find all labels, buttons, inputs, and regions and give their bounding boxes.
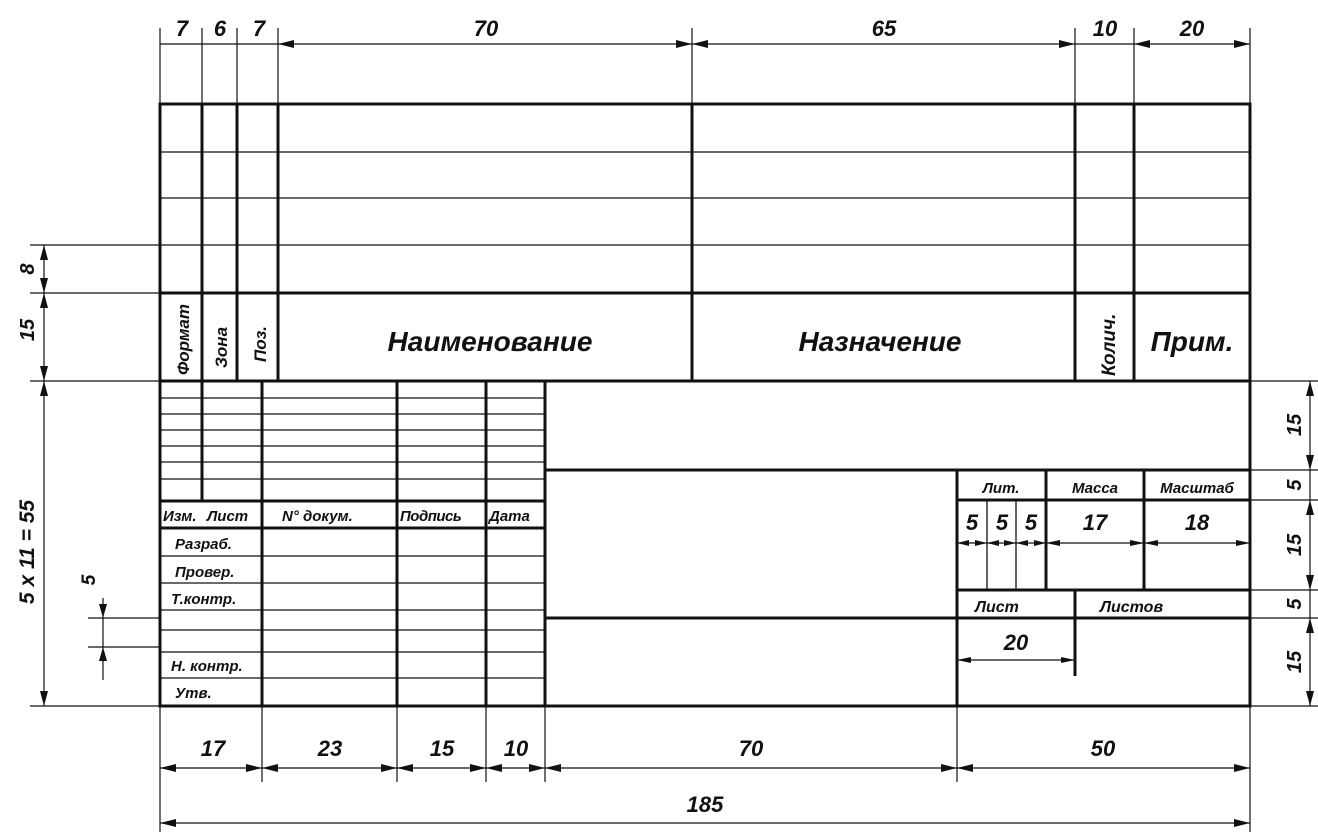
right-dimensions xyxy=(1250,381,1318,706)
specification-table xyxy=(160,104,1250,381)
dim-purpose-width: 65 xyxy=(871,16,897,41)
stamp-sheets: Листов xyxy=(1100,599,1164,616)
stamp-sheet-width: 20 xyxy=(1003,630,1029,655)
header-format: Формат xyxy=(174,304,193,375)
dim-qty-width: 10 xyxy=(1092,16,1118,41)
row-checked: Провер. xyxy=(175,564,235,581)
dim-note-width: 20 xyxy=(1179,16,1205,41)
dim-right-4: 5 xyxy=(1284,598,1306,610)
left-dimensions xyxy=(16,245,160,706)
col-signature: Подпись xyxy=(400,508,462,525)
dim-name-width: 70 xyxy=(473,16,499,41)
stamp-lit: Лит. xyxy=(982,480,1020,497)
stamp-scale-width: 18 xyxy=(1184,510,1210,535)
dim-right-5: 15 xyxy=(1284,650,1306,674)
header-qty: Колич. xyxy=(1099,313,1120,376)
dim-bottom-23: 23 xyxy=(317,736,343,761)
row-tech-control: Т.контр. xyxy=(171,591,237,608)
dim-bottom-15: 15 xyxy=(429,736,455,761)
stamp-lit-width-1: 5 xyxy=(965,510,979,535)
stamp-mass: Масса xyxy=(1071,480,1119,497)
dim-bottom-17: 17 xyxy=(200,736,226,761)
row-developed: Разраб. xyxy=(175,536,232,553)
stamp-sheet: Лист xyxy=(975,599,1019,616)
dim-right-3: 15 xyxy=(1284,533,1306,557)
stamp-lit-width-3: 5 xyxy=(1024,510,1038,535)
row-norm-control: Н. контр. xyxy=(171,658,243,675)
stamp-scale: Масштаб xyxy=(1160,480,1234,497)
dim-bottom-10: 10 xyxy=(503,736,529,761)
dim-total-width: 185 xyxy=(686,792,724,817)
header-pos: Поз. xyxy=(251,325,270,362)
bottom-dimensions xyxy=(160,706,1250,832)
stamp-mass-width: 17 xyxy=(1082,510,1108,535)
header-note: Прим. xyxy=(1150,326,1234,357)
dim-header-height: 15 xyxy=(17,318,39,342)
row-approved: Утв. xyxy=(175,685,212,702)
dim-format-width: 7 xyxy=(175,16,189,41)
dim-line-pitch: 5 xyxy=(79,574,100,586)
header-purpose: Назначение xyxy=(798,326,962,357)
dim-pos-width: 7 xyxy=(252,16,266,41)
dim-block-height: 5 x 11 = 55 xyxy=(16,499,39,605)
header-name: Наименование xyxy=(387,326,593,357)
col-date: Дата xyxy=(489,508,530,525)
col-doc-no: N° докум. xyxy=(282,508,353,525)
stamp-lit-width-2: 5 xyxy=(995,510,1009,535)
header-zone: Зона xyxy=(212,326,231,368)
col-change: Изм. xyxy=(163,508,197,525)
top-dimensions xyxy=(160,16,1250,104)
dim-zone-width: 6 xyxy=(213,16,227,41)
dim-right-1: 15 xyxy=(1284,413,1306,437)
dim-right-2: 5 xyxy=(1284,479,1306,491)
title-block xyxy=(160,381,1250,706)
col-sheet: Лист xyxy=(207,508,249,525)
dim-bottom-70: 70 xyxy=(738,736,764,761)
dim-row-height: 8 xyxy=(17,263,39,275)
dim-bottom-50: 50 xyxy=(1090,736,1116,761)
